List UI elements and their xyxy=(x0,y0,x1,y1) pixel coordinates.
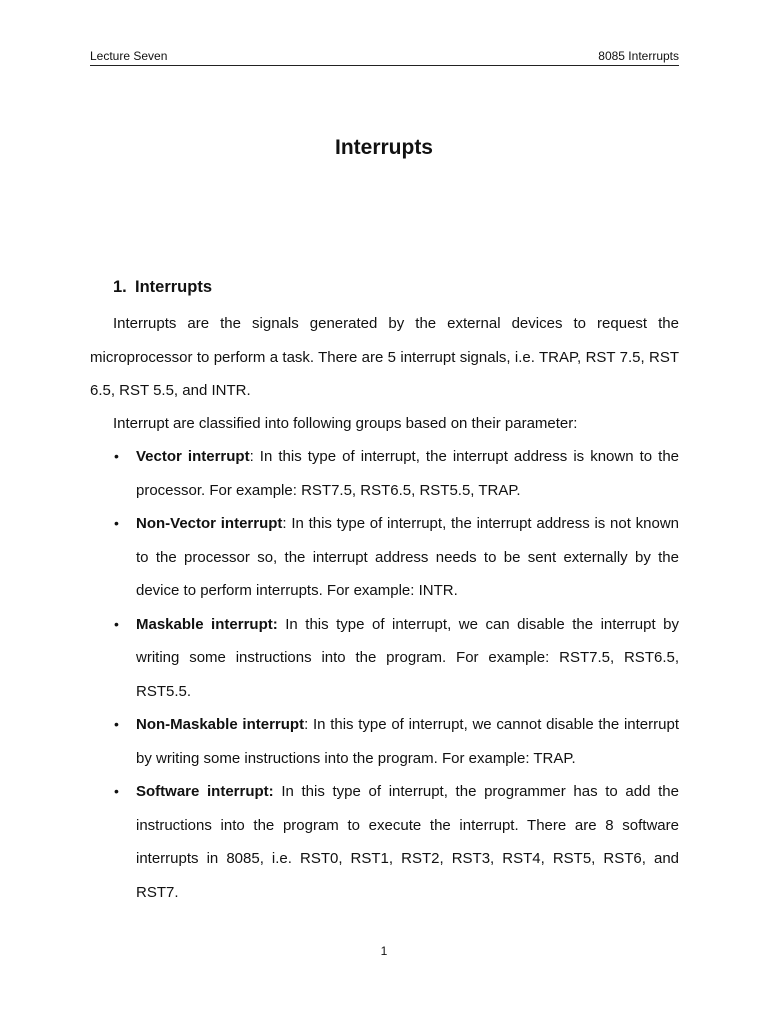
header-right-text: 8085 Interrupts xyxy=(598,49,679,63)
list-item-text: In this type of interrupt, the interrupt address is not known to the processor so, the interrupt address needs to be sent externally by the device to perform interrupts. For example: INTR. xyxy=(136,515,679,599)
list-item-text: In this type of interrupt, the programmer has to add the instructions into the program to execute the interrupt. There are 8 software interrupts in 8085, i.e. RST0, RST1, RST2, RST3, RST4, RST5, RST6, and RST7. xyxy=(136,783,679,901)
section-heading-text: Interrupts xyxy=(135,278,213,296)
list-item-text: In this type of interrupt, we cannot disable the interrupt by writing some instructions into the program. For example: TRAP. xyxy=(136,716,679,767)
list-item-maskable-interrupt xyxy=(90,608,679,709)
bullet-icon: • xyxy=(114,448,119,464)
list-item-separator: : xyxy=(249,448,254,465)
list-item-non-maskable-interrupt xyxy=(90,708,679,775)
list-item-term: Non-Vector interrupt xyxy=(136,515,283,532)
section-heading xyxy=(113,274,212,300)
bullet-icon: • xyxy=(114,783,119,799)
page-number: 1 xyxy=(380,944,388,958)
classification-paragraph: Interrupt are classified into following groups based on their parameter: xyxy=(113,415,578,432)
intro-paragraph: Interrupts are the signals generated by the external devices to request the microprocessor to perform a task. There are 5 interrupt signals, i.e. TRAP, RST 7.5, RST 6.5, RST 5.5, and INTR. xyxy=(90,315,679,399)
list-item-term: Maskable interrupt: xyxy=(136,615,278,633)
bullet-icon: • xyxy=(114,515,119,531)
list-item-text: In this type of interrupt, we can disable the interrupt by writing some instructions into the program. For example: RST7.5, RST6.5, RST5.5. xyxy=(136,615,679,700)
page-header xyxy=(90,47,679,66)
list-item-text: In this type of interrupt, the interrupt address is known to the processor. For example: RST7.5, RST6.5, RST5.5, TRAP. xyxy=(136,448,680,499)
list-item-non-vector-interrupt xyxy=(90,507,679,608)
list-item-term: Software interrupt: xyxy=(136,783,274,800)
list-item-software-interrupt xyxy=(90,775,679,909)
bullet-icon: • xyxy=(114,716,119,732)
list-item-separator: : xyxy=(304,716,309,733)
section-number: 1. xyxy=(113,278,127,296)
list-item-term: Non-Maskable interrupt xyxy=(136,716,305,733)
list-item-vector-interrupt xyxy=(90,440,679,507)
list-item-term: Vector interrupt xyxy=(136,448,250,465)
header-left-text: Lecture Seven xyxy=(90,49,168,63)
page-title: Interrupts xyxy=(334,136,433,159)
interrupt-types-list xyxy=(90,440,679,909)
list-item-separator: : xyxy=(282,515,287,532)
bullet-icon: • xyxy=(114,615,119,632)
